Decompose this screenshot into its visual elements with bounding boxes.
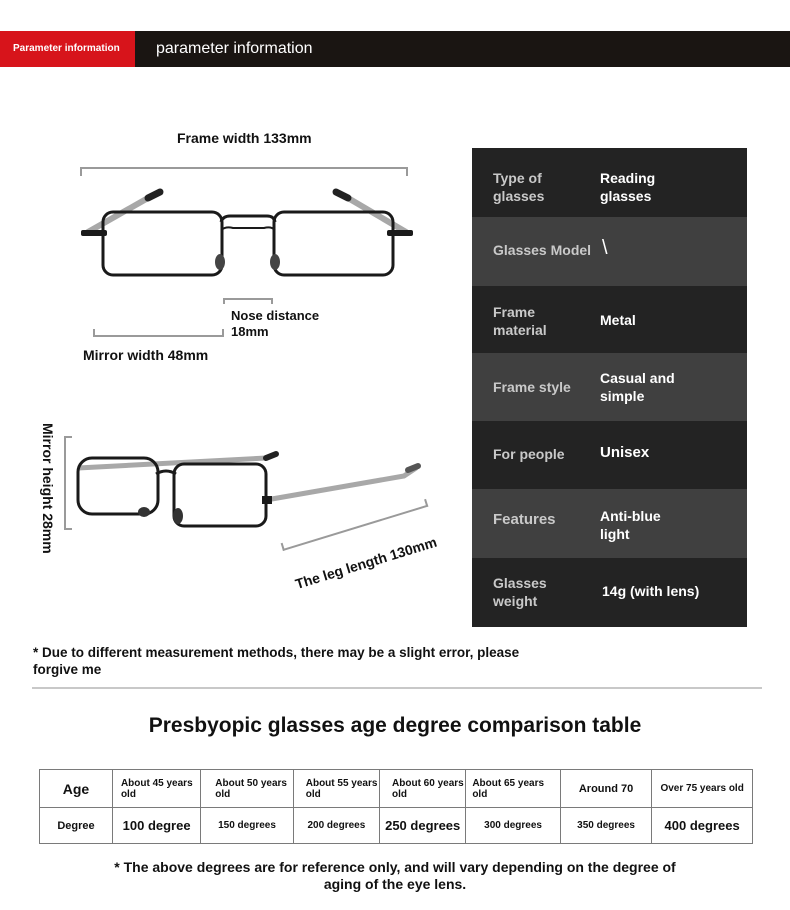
age-cell: Over 75 years old bbox=[652, 770, 753, 808]
spec-key: Glasses weight bbox=[493, 575, 547, 609]
spec-row bbox=[472, 148, 747, 217]
age-cell: About 60 years old bbox=[380, 770, 466, 808]
spec-row bbox=[472, 217, 747, 286]
spec-key: For people bbox=[493, 446, 565, 462]
age-row-label: Age bbox=[40, 770, 113, 808]
degree-row-label: Degree bbox=[40, 808, 113, 844]
spec-value: Reading glasses bbox=[600, 170, 656, 204]
glasses-side-illustration bbox=[66, 440, 426, 540]
nose-distance-label-line2: 18mm bbox=[231, 324, 269, 339]
spec-key: Frame style bbox=[493, 379, 571, 395]
measurement-note: * Due to different measurement methods, there may be a slight error, please forgive me bbox=[33, 645, 520, 677]
age-cell: Around 70 bbox=[560, 770, 651, 808]
spec-key: Type of glasses bbox=[493, 170, 545, 204]
age-cell: About 50 years old bbox=[201, 770, 293, 808]
comparison-table-title: Presbyopic glasses age degree comparison table bbox=[148, 714, 642, 737]
header-bar bbox=[0, 31, 790, 67]
mirror-height-label: Mirror height 28mm bbox=[40, 423, 56, 554]
degree-cell: 350 degrees bbox=[560, 808, 651, 844]
spec-value: 14g (with lens) bbox=[602, 583, 700, 599]
age-cell: About 55 years old bbox=[293, 770, 379, 808]
degree-cell: 250 degrees bbox=[380, 808, 466, 844]
spec-value: \ bbox=[602, 237, 608, 259]
age-cell: About 45 years old bbox=[112, 770, 200, 808]
spec-value: Anti-blue light bbox=[600, 508, 661, 542]
degree-cell: 100 degree bbox=[112, 808, 200, 844]
header-title: parameter information bbox=[156, 40, 313, 57]
spec-value: Unisex bbox=[600, 444, 650, 461]
age-cell: About 65 years old bbox=[466, 770, 561, 808]
spec-key: Frame material bbox=[493, 304, 547, 338]
header-badge: Parameter information bbox=[0, 31, 135, 67]
degree-cell: 150 degrees bbox=[201, 808, 293, 844]
spec-value: Casual and simple bbox=[600, 370, 675, 404]
spec-key: Features bbox=[493, 511, 556, 528]
degree-footnote bbox=[0, 859, 790, 893]
spec-key: Glasses Model bbox=[493, 242, 592, 258]
divider bbox=[32, 687, 762, 689]
spec-row bbox=[472, 286, 747, 353]
spec-value: Metal bbox=[600, 312, 636, 328]
spec-row bbox=[472, 421, 747, 489]
nose-distance-label-line1: Nose distance bbox=[231, 308, 320, 323]
leg-length-label: The leg length 130mm bbox=[293, 533, 439, 592]
degree-cell: 400 degrees bbox=[652, 808, 753, 844]
degree-cell: 200 degrees bbox=[293, 808, 379, 844]
spec-table bbox=[472, 148, 747, 627]
nose-distance-bracket bbox=[223, 298, 273, 304]
degree-cell: 300 degrees bbox=[466, 808, 561, 844]
spec-row bbox=[472, 558, 747, 627]
table-row-age bbox=[40, 770, 753, 808]
glasses-front-illustration bbox=[78, 186, 418, 286]
frame-width-label: Frame width 133mm bbox=[177, 130, 312, 146]
table-row-degree bbox=[40, 808, 753, 844]
mirror-width-bracket bbox=[93, 329, 224, 337]
spec-row bbox=[472, 353, 747, 421]
mirror-width-label: Mirror width 48mm bbox=[83, 347, 209, 363]
frame-width-bracket bbox=[80, 167, 408, 176]
age-degree-table bbox=[39, 769, 753, 844]
spec-row bbox=[472, 489, 747, 558]
footnote-text: * The above degrees are for reference only, and will vary depending on the degree of aging of the eye lens. bbox=[114, 859, 676, 892]
